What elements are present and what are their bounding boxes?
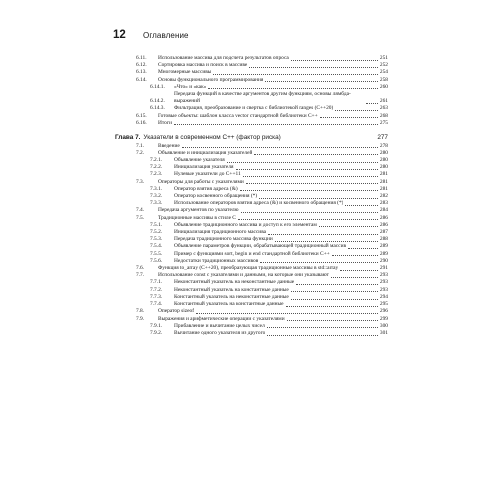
entry-number: 7.5.3. <box>150 236 163 243</box>
entry-page: 280 <box>379 157 388 164</box>
entry-page: 293 <box>379 272 388 279</box>
entry-number: 7.5.4. <box>150 243 163 250</box>
toc-entry[interactable] <box>115 157 388 164</box>
entry-number: 7.7.1. <box>150 279 163 286</box>
leader-dots <box>320 117 378 118</box>
toc-entry[interactable] <box>115 215 388 222</box>
leader-dots <box>291 60 378 61</box>
leader-dots <box>227 162 378 163</box>
entry-title: Объявление параметров функции, обрабатывающей традиционный массив <box>174 243 346 250</box>
entry-number: 7.5.1. <box>150 221 163 228</box>
entry-title: Итоги <box>158 119 172 126</box>
entry-title: Выражения и арифметические операции с указателями <box>158 315 285 322</box>
chapter-title: Указатели в современном C++ (фактор риска) <box>143 134 281 142</box>
entry-title: Объявление указателя <box>174 157 225 164</box>
entry-title: Многомерные массивы <box>158 69 212 76</box>
toc-entry[interactable] <box>115 200 388 207</box>
toc-entry[interactable] <box>115 308 388 315</box>
toc-entry[interactable] <box>115 229 388 236</box>
entry-number: 7.4. <box>136 207 145 214</box>
toc-entry[interactable] <box>115 330 388 337</box>
entry-number: 6.14.2. <box>150 98 165 105</box>
toc-entry[interactable] <box>115 105 388 112</box>
entry-number: 7.5.6. <box>150 257 163 264</box>
entry-title: Неконстантный указатель на константные данные <box>174 286 289 293</box>
entry-number: 7.3. <box>136 178 145 185</box>
leader-dots <box>236 169 378 170</box>
entry-title: Константный указатель на константные данные <box>174 301 284 308</box>
entry-page: 290 <box>379 257 388 264</box>
toc-entry[interactable] <box>115 55 388 62</box>
leader-dots <box>345 205 377 206</box>
entry-title: Нулевые указатели до C++11 <box>174 171 241 178</box>
entry-page: 287 <box>379 229 388 236</box>
leader-dots <box>291 299 378 300</box>
toc-entry[interactable] <box>115 62 388 69</box>
entry-title: Фильтрация, преобразование и свертка с библиотекой ranges (C++20) <box>174 105 334 112</box>
toc-entry[interactable] <box>115 113 388 120</box>
leader-dots <box>275 241 378 242</box>
page-header <box>113 29 189 41</box>
entry-page: 301 <box>379 329 388 336</box>
entry-number: 6.14.1. <box>150 83 165 90</box>
entry-page: 286 <box>379 221 388 228</box>
entry-number: 7.8. <box>136 308 145 315</box>
leader-dots <box>332 255 378 256</box>
entry-page: 293 <box>379 279 388 286</box>
entry-page: 261 <box>379 98 388 105</box>
entry-title: Пример с функциями sort, begin и end стандартной библиотеки C++ <box>174 250 330 257</box>
toc-entry[interactable] <box>115 186 388 193</box>
entry-page: 284 <box>379 207 388 214</box>
entry-number: 7.7.4. <box>150 301 163 308</box>
entry-page: 286 <box>379 214 388 221</box>
toc-entry[interactable] <box>115 171 388 178</box>
entry-title: Использование const с указателями и данными, на которые они указывают <box>158 272 329 279</box>
toc-entry[interactable] <box>115 272 388 279</box>
leader-dots <box>182 147 378 148</box>
entry-page: 252 <box>379 62 388 69</box>
toc-entry[interactable] <box>115 193 388 200</box>
entry-title: Неконстантный указатель на неконстантные данные <box>174 279 295 286</box>
leader-dots <box>254 154 378 155</box>
leader-dots <box>208 88 378 89</box>
leader-dots <box>246 183 378 184</box>
leader-dots <box>196 313 378 314</box>
entry-number: 6.14.3. <box>150 105 165 112</box>
leader-dots <box>260 262 378 263</box>
leader-dots <box>249 67 378 68</box>
table-of-contents <box>115 55 388 337</box>
toc-chapter-heading[interactable] <box>115 134 388 143</box>
entry-page: 251 <box>379 55 388 61</box>
toc-entry[interactable] <box>115 258 388 265</box>
chapter-spacer <box>115 127 388 134</box>
toc-entry[interactable] <box>115 243 388 250</box>
entry-page: 281 <box>379 178 388 185</box>
leader-dots <box>286 306 378 307</box>
entry-title: Недостатки традиционных массивов <box>174 257 259 264</box>
entry-title: Инициализация традиционного массива <box>174 229 267 236</box>
entry-title: Традиционные массивы в стиле C <box>158 214 236 221</box>
entry-title: Функция to_array (C++20), преобразующая традиционные массивы в std::array <box>158 265 339 272</box>
entry-number: 7.2.1. <box>150 157 163 164</box>
leader-dots <box>240 190 378 191</box>
leader-dots <box>366 103 378 104</box>
leader-dots <box>296 284 378 285</box>
entry-number: 7.5.2. <box>150 229 163 236</box>
leader-dots <box>241 212 378 213</box>
entry-page: 288 <box>379 236 388 243</box>
entry-title: Использование массива для подсчета результатов опроса <box>158 55 289 61</box>
entry-number: 6.11. <box>136 55 147 61</box>
entry-title: «Что» и «как» <box>174 83 207 90</box>
entry-title: Объявление и инициализация указателей <box>158 149 253 156</box>
entry-page: 295 <box>379 301 388 308</box>
chapter-label: Глава 7. <box>115 134 141 142</box>
leader-dots <box>335 110 378 111</box>
leader-dots <box>348 248 378 249</box>
entry-title: Сортировка массива и поиск в массиве <box>158 62 248 69</box>
leader-dots <box>268 234 378 235</box>
entry-title: Оператор взятия адреса (&) <box>174 185 238 192</box>
toc-entry[interactable] <box>115 84 388 91</box>
toc-entry[interactable] <box>115 143 388 150</box>
toc-entry[interactable] <box>115 207 388 214</box>
entry-title: Объявление традиционного массива и доступ к его элементам <box>174 221 317 228</box>
entry-number: 7.7. <box>136 272 145 279</box>
toc-section-chapter-6 <box>115 55 388 127</box>
entry-page: 280 <box>379 149 388 156</box>
entry-title: Передача традиционного массива функции <box>174 236 273 243</box>
entry-page: 294 <box>379 293 388 300</box>
entry-title: Операторы для работы с указателями <box>158 178 244 185</box>
entry-page: 281 <box>379 185 388 192</box>
entry-number: 7.5. <box>136 214 145 221</box>
entry-number: 6.14. <box>136 76 147 83</box>
entry-page: 289 <box>379 250 388 257</box>
entry-title: Константный указатель на неконстантные данные <box>174 293 289 300</box>
entry-number: 7.3.3. <box>150 200 163 207</box>
entry-page: 275 <box>379 119 388 126</box>
entry-page: 300 <box>379 322 388 329</box>
entry-page: 260 <box>379 83 388 90</box>
entry-number: 7.2. <box>136 149 145 156</box>
entry-page: 258 <box>379 76 388 83</box>
entry-number: 7.2.2. <box>150 164 163 171</box>
toc-entry[interactable] <box>115 265 388 272</box>
toc-entry[interactable] <box>115 77 388 84</box>
leader-dots <box>238 219 378 220</box>
entry-page: 268 <box>379 112 388 119</box>
entry-title: Инициализация указателя <box>174 164 234 171</box>
toc-entry[interactable] <box>115 323 388 330</box>
entry-number: 6.12. <box>136 62 147 69</box>
toc-entry[interactable] <box>115 91 388 105</box>
leader-dots <box>287 320 378 321</box>
leader-dots <box>291 291 378 292</box>
chapter-page: 277 <box>377 134 388 142</box>
running-title: Оглавление <box>143 31 189 40</box>
entry-number: 6.16. <box>136 119 147 126</box>
entry-page: 282 <box>379 193 388 200</box>
entry-title: Вычитание одного указателя из другого <box>174 329 266 336</box>
leader-dots <box>331 277 378 278</box>
entry-number: 7.9. <box>136 315 145 322</box>
entry-number: 7.3.2. <box>150 193 163 200</box>
toc-entry[interactable] <box>115 120 388 127</box>
entry-title: Использование операторов взятия адреса (&) и косвенного обращения (*) <box>174 200 344 207</box>
entry-title: Введение <box>158 142 180 149</box>
leader-dots <box>265 81 378 82</box>
entry-page: 289 <box>379 243 388 250</box>
leader-dots <box>340 270 378 271</box>
entry-page: 291 <box>379 265 388 272</box>
entry-number: 6.13. <box>136 69 147 76</box>
leader-dots <box>259 198 378 199</box>
entry-number: 7.5.5. <box>150 250 163 257</box>
toc-entry[interactable] <box>115 179 388 186</box>
leader-dots <box>267 327 378 328</box>
entry-page: 263 <box>379 105 388 112</box>
entry-number: 7.6. <box>136 265 145 272</box>
leader-dots <box>319 226 378 227</box>
entry-title: Прибавление и вычитание целых чисел <box>174 322 265 329</box>
entry-page: 293 <box>379 286 388 293</box>
entry-number: 7.9.1. <box>150 322 163 329</box>
entry-page: 281 <box>379 171 388 178</box>
leader-dots <box>213 74 378 75</box>
entry-title: Оператор косвенного обращения (*) <box>174 193 258 200</box>
toc-entry[interactable] <box>115 287 388 294</box>
entry-page: 283 <box>379 200 388 207</box>
toc-entry[interactable] <box>115 301 388 308</box>
toc-entry[interactable] <box>115 251 388 258</box>
leader-dots <box>243 176 378 177</box>
entry-number: 7.7.2. <box>150 286 163 293</box>
toc-entry[interactable] <box>115 69 388 76</box>
entry-page: 254 <box>379 69 388 76</box>
entry-page: 299 <box>379 315 388 322</box>
entry-number: 7.3.1. <box>150 185 163 192</box>
toc-entry[interactable] <box>115 279 388 286</box>
entry-number: 7.7.3. <box>150 293 163 300</box>
toc-entry[interactable] <box>115 222 388 229</box>
entry-title: Готовые объекты: шаблон класса vector стандартной библиотеки C++ <box>158 112 318 119</box>
entry-number: 6.15. <box>136 112 147 119</box>
toc-entry[interactable] <box>115 294 388 301</box>
toc-entry[interactable] <box>115 150 388 157</box>
entry-number: 7.2.3. <box>150 171 163 178</box>
leader-dots <box>267 335 378 336</box>
leader-dots <box>174 124 378 125</box>
page-number: 12 <box>113 29 126 41</box>
entry-number: 7.1. <box>136 142 145 149</box>
entry-title: Передача функций в качестве аргументов другим функциям, основы лямбда-выражений <box>174 91 351 105</box>
entry-title: Оператор sizeof <box>158 308 195 315</box>
entry-title: Передача аргументов по указателю <box>158 207 239 214</box>
entry-title: Основы функционального программирования <box>158 76 264 83</box>
entry-page: 278 <box>379 142 388 149</box>
toc-entry[interactable] <box>115 236 388 243</box>
entry-number: 7.9.2. <box>150 329 163 336</box>
toc-entry[interactable] <box>115 164 388 171</box>
entry-page: 296 <box>379 308 388 315</box>
toc-entry[interactable] <box>115 316 388 323</box>
entry-page: 280 <box>379 164 388 171</box>
toc-section-chapter-7 <box>115 143 388 337</box>
